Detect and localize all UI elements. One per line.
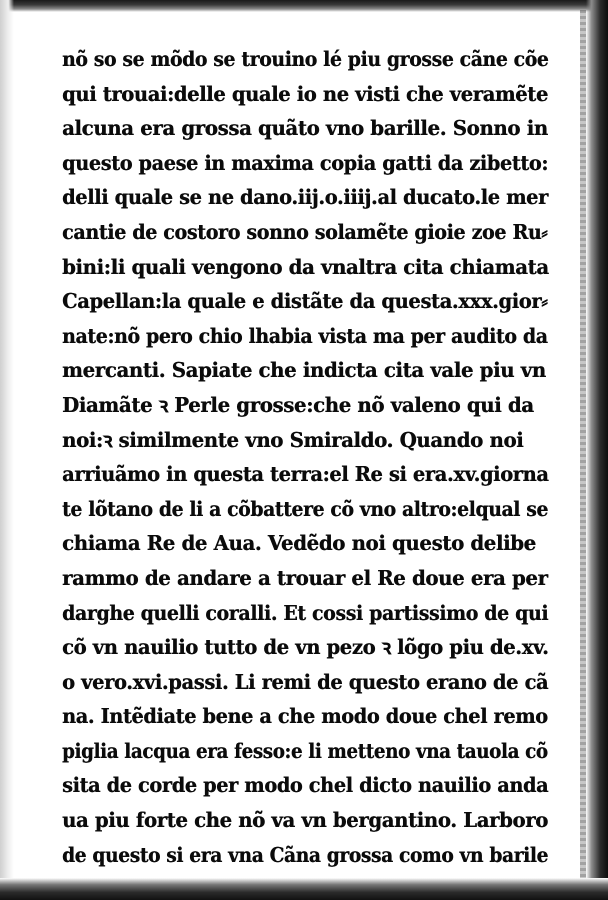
text-line: rammo de andare a trouar el Re doue era per	[62, 565, 548, 590]
text-line: sita de corde per modo chel dicto nauilio anda	[62, 773, 549, 798]
text-line: mercanti. Sapiate che indicta cita vale piu vn	[62, 358, 546, 383]
text-line: te lõtano de li a cõbattere cõ vno altro:elqual se	[62, 496, 548, 521]
text-line: piglia lacqua era fesso:e li metteno vna tauola cõ	[62, 738, 548, 763]
text-line: na. Intẽdiate bene a che modo doue chel remo	[62, 704, 548, 729]
text-line: nõ so se mõdo se trouino lé piu grosse cãne cõe	[62, 47, 549, 71]
text-line: Capellan:la quale e distãte da questa.xxx.gior⸗	[62, 289, 548, 314]
text-line: cantie de costoro sonno solamẽte gioie zoe Ru⸗	[62, 219, 548, 244]
page-left-shadow	[0, 0, 14, 900]
text-line: cõ vn nauilio tutto de vn pezo ꝛ lõgo piu de.xv.	[62, 635, 549, 660]
text-line: ua piu forte che nõ va vn bergantino. Larboro	[62, 808, 548, 833]
text-line: darghe quelli coralli. Et cossi partissimo de qui	[62, 600, 549, 625]
text-line: Diamãte ꝛ Perle grosse:che nõ valeno qui da	[62, 392, 534, 417]
text-line: bini:li quali vengono da vnaltra cita chiamata	[62, 254, 549, 279]
text-line: qui trouai:delle quale io ne visti che veramẽte	[62, 81, 548, 106]
text-line: arriuãmo in questa terra:el Re si era.xv.giorna	[62, 462, 549, 487]
text-line: alcuna era grossa quãto vno barille. Sonno in	[62, 116, 548, 141]
text-line: noi:ꝛ similmente vno Smiraldo. Quando noi	[62, 427, 524, 452]
text-line: delli quale se ne dano.iij.o.iiij.al ducato.le mer	[62, 185, 548, 210]
page-right-shadow	[586, 0, 608, 900]
text-line: nate:nõ pero chio lhabia vista ma per audito da	[62, 323, 548, 348]
text-line: questo paese in maxima copia gatti da zibetto:	[62, 150, 549, 175]
text-line: chiama Re de Aua. Vedẽdo noi questo delibe	[62, 531, 536, 556]
text-line: de questo si era vna Cãna grossa como vn barile	[62, 842, 548, 867]
text-block	[62, 42, 548, 872]
text-line: o vero.xvi.passi. Li remi de questo erano de cã	[62, 669, 549, 694]
page-bottom-shadow	[0, 878, 608, 900]
page-top-shadow	[0, 0, 608, 12]
